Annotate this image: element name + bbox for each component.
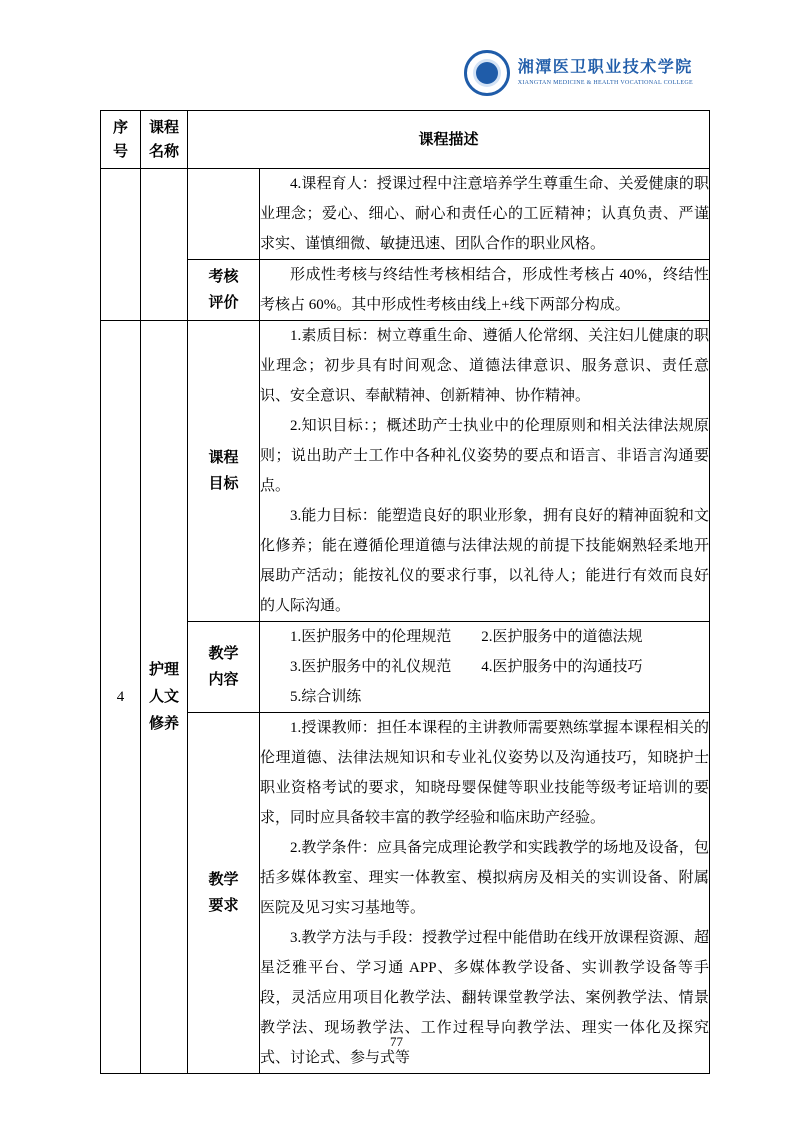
course-goal-label xyxy=(188,321,260,622)
paragraph: 3.能力目标：能塑造良好的职业形象，拥有良好的精神面貌和文化修养；能在遵循伦理道德与法律法规的前提下技能娴熟轻柔地开展助产活动；能按礼仪的要求行事，以礼待人；能进行有效而良好的人际沟通。 xyxy=(260,508,709,614)
list-line: 3.医护服务中的礼仪规范 4.医护服务中的沟通技巧 xyxy=(290,659,643,675)
course-name-line3: 修养 xyxy=(148,715,179,732)
continuation-content-cell xyxy=(260,169,710,260)
assessment-label-line2: 评价 xyxy=(208,295,239,311)
course-name xyxy=(141,321,188,1074)
name-cell-empty xyxy=(141,169,188,321)
page-number: 77 xyxy=(390,1034,403,1049)
paragraph: 2.教学条件：应具备完成理论教学和实践教学的场地及设备，包括多媒体教室、理实一体教室、模拟病房及相关的实训设备、附属医院及见习实习基地等。 xyxy=(260,840,709,916)
seq-cell-empty xyxy=(101,169,141,321)
teaching-requirement-cell xyxy=(260,713,710,1074)
course-goal-label-line1: 课程 xyxy=(208,450,239,466)
college-name-english: XIANGTAN MEDICINE & HEALTH VOCATIONAL COLLEGE xyxy=(517,80,693,86)
list-line: 5.综合训练 xyxy=(290,689,362,705)
paragraph: 3.教学方法与手段：授教学过程中能借助在线开放课程资源、超星泛雅平台、学习通 APP、多媒体教学设备、实训教学设备等手段，灵活应用项目化教学法、翻转课堂教学法、案例教学法、情景教学法、现场教学法、工作过程导向教学法、理实一体化及探究式、讨论式、参与式等 xyxy=(260,930,709,1066)
assessment-label xyxy=(188,260,260,321)
paragraph: 2.知识目标：；概述助产士执业中的伦理原则和相关法律法规原则；说出助产士工作中各种礼仪姿势的要点和语言、非语言沟通要点。 xyxy=(260,418,709,494)
table-header-row xyxy=(101,111,710,169)
teaching-content-label xyxy=(188,622,260,713)
header-seq xyxy=(101,111,141,169)
college-name-chinese: 湘潭医卫职业技术学院 xyxy=(517,59,693,76)
course-name-line2: 人文 xyxy=(148,688,179,705)
table-row-teaching-content xyxy=(101,622,710,713)
header-course-name xyxy=(141,111,188,169)
header-seq-line1: 序 xyxy=(112,119,128,136)
teaching-requirement-label xyxy=(188,713,260,1074)
header-seq-line2: 号 xyxy=(112,143,128,160)
label-cell-empty xyxy=(188,169,260,260)
paragraph: 1.素质目标：树立尊重生命、遵循人伦常纲、关注妇儿健康的职业理念；初步具有时间观念、道德法律意识、服务意识、责任意识、安全意识、奉献精神、创新精神、协作精神。 xyxy=(260,328,709,404)
course-seq: 4 xyxy=(101,321,141,1074)
college-logo xyxy=(464,50,693,96)
emblem-core-icon xyxy=(476,62,498,84)
header-course-description: 课程描述 xyxy=(188,111,710,169)
paragraph: 4.课程育人：授课过程中注意培养学生尊重生命、关爱健康的职业理念；爱心、细心、耐心和责任心的工匠精神；认真负责、严谨求实、谨慎细微、敏捷迅速、团队合作的职业风格。 xyxy=(260,176,709,252)
course-goal-content-cell xyxy=(260,321,710,622)
teaching-content-label-line2: 内容 xyxy=(208,672,239,688)
table-row-course-goal xyxy=(101,321,710,622)
course-name-line1: 护理 xyxy=(148,661,179,678)
assessment-label-line1: 考核 xyxy=(208,269,239,285)
course-goal-label-line2: 目标 xyxy=(208,476,239,492)
header-course-name-line2: 名称 xyxy=(148,143,179,160)
teaching-requirement-label-line2: 要求 xyxy=(208,898,239,914)
table-row-assessment xyxy=(101,260,710,321)
header-course-name-line1: 课程 xyxy=(148,119,179,136)
college-emblem-icon xyxy=(464,50,510,96)
paragraph: 1.授课教师：担任本课程的主讲教师需要熟练掌握本课程相关的伦理道德、法律法规知识和专业礼仪姿势以及沟通技巧，知晓护士职业资格考试的要求，知晓母婴保健等职业技能等级考证培训的要求，同时应具备较丰富的教学经验和临床助产经验。 xyxy=(260,720,709,826)
teaching-requirement-label-line1: 教学 xyxy=(208,872,239,888)
assessment-content-cell xyxy=(260,260,710,321)
course-description-table xyxy=(100,110,710,1074)
teaching-content-cell xyxy=(260,622,710,713)
table-row-teaching-requirement xyxy=(101,713,710,1074)
list-line: 1.医护服务中的伦理规范 2.医护服务中的道德法规 xyxy=(290,629,643,645)
college-logo-text xyxy=(518,59,693,87)
table-row-continuation xyxy=(101,169,710,260)
paragraph: 形成性考核与终结性考核相结合，形成性考核占 40%，终结性考核占 60%。其中形成性考核由线上+线下两部分构成。 xyxy=(260,267,709,313)
teaching-content-label-line1: 教学 xyxy=(208,646,239,662)
